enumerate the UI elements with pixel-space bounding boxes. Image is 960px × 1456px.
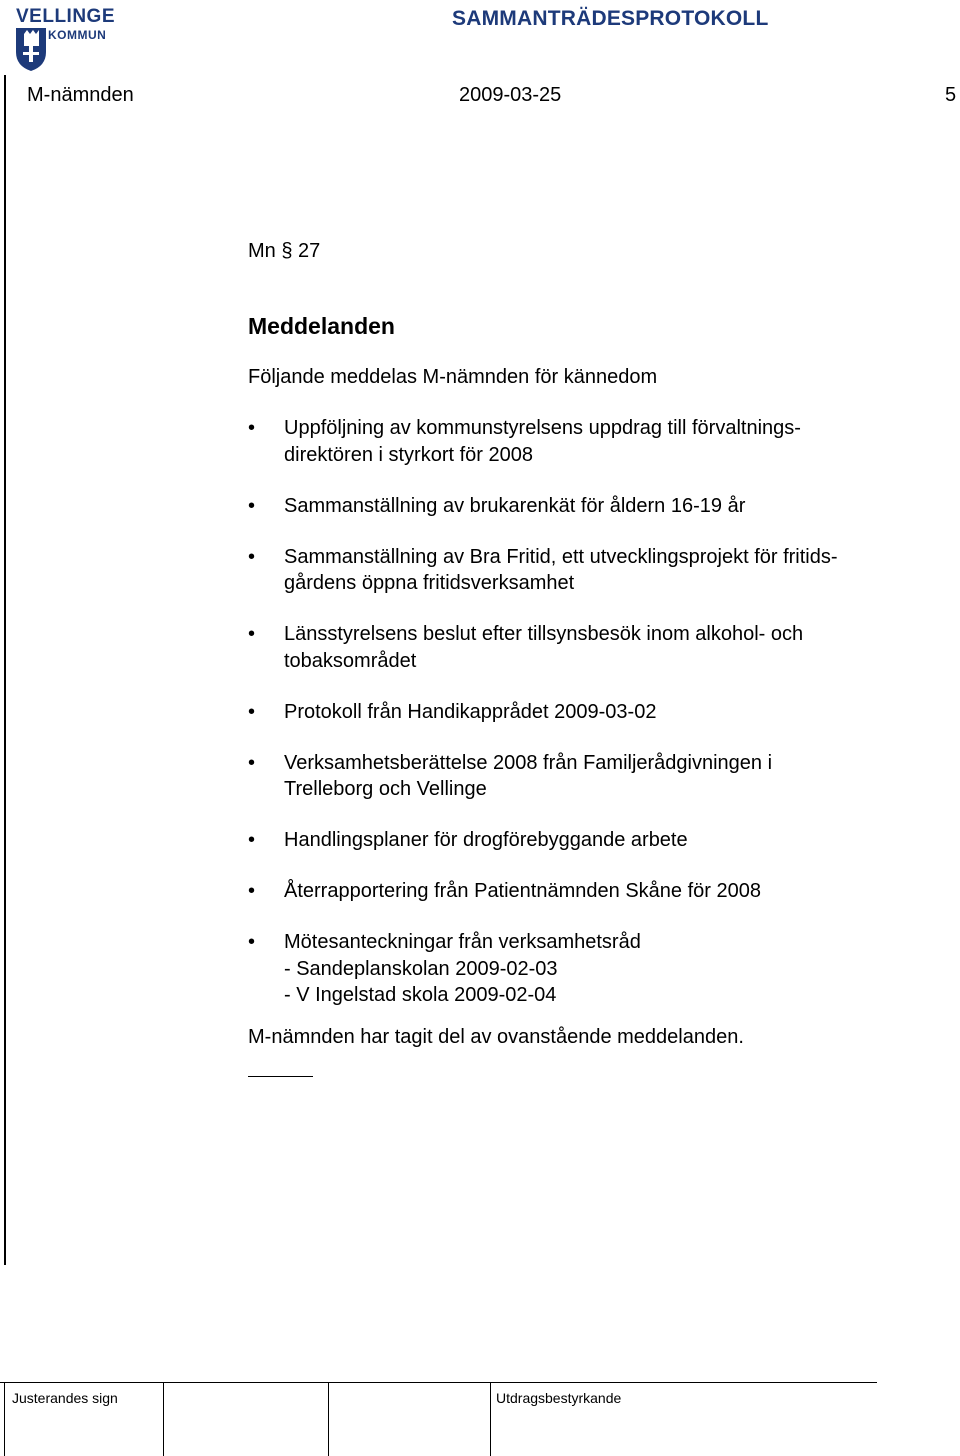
message-item-text: direktören i styrkort för 2008 — [284, 443, 533, 466]
message-item-text: • Handlingsplaner för drogförebyggande arbete — [284, 829, 688, 851]
message-list — [248, 415, 928, 1033]
message-item-text: - Sandeplanskolan 2009-02-03 — [284, 957, 558, 980]
logo-subtitle: KOMMUN — [48, 28, 107, 42]
message-item-text: • Uppföljning av kommunstyrelsens uppdrag till förvaltnings- — [284, 417, 801, 439]
message-list-item — [248, 621, 928, 674]
message-list-item — [248, 750, 928, 803]
message-item-text: gårdens öppna fritidsverksamhet — [284, 572, 575, 594]
message-list-item — [248, 929, 928, 1009]
message-list-item — [248, 827, 928, 854]
footer-top-rule — [0, 1382, 877, 1383]
meeting-date: 2009-03-25 — [459, 84, 562, 106]
footer-cell-border — [328, 1382, 329, 1456]
message-item-text: Trelleborg och Vellinge — [284, 778, 487, 800]
section-end-rule — [248, 1076, 313, 1077]
message-item-text: • Mötesanteckningar från verksamhetsråd — [284, 931, 641, 953]
document-type-heading: SAMMANTRÄDESPROTOKOLL — [452, 7, 769, 30]
message-item-text: • Protokoll från Handikapprådet 2009-03-02 — [284, 700, 657, 723]
section-reference: Mn § 27 — [248, 240, 321, 262]
section-title: Meddelanden — [248, 313, 395, 339]
message-item-text: • Länsstyrelsens beslut efter tillsynsbesök inom alkohol- och — [284, 623, 804, 645]
footer-sign-label: Justerandes sign — [12, 1390, 118, 1406]
message-item-text: • Återrapportering från Patientnämnden Skåne för 2008 — [284, 880, 761, 902]
message-list-item — [248, 415, 928, 468]
committee-name: M-nämnden — [27, 84, 134, 106]
municipal-shield-icon — [14, 26, 48, 72]
message-item-text: • Verksamhetsberättelse 2008 från Familjerådgivningen i — [284, 751, 773, 774]
footer-extract-label: Utdragsbestyrkande — [496, 1390, 622, 1406]
message-list-item — [248, 544, 928, 597]
footer-cell-border — [4, 1382, 5, 1456]
vellinge-kommun-logo — [14, 6, 126, 72]
logo-wordmark: VELLINGE — [16, 6, 116, 27]
footer-cell-border — [490, 1382, 491, 1456]
message-item-text: tobaksområdet — [284, 649, 417, 672]
message-list-item — [248, 699, 928, 726]
footer-cell-border — [163, 1382, 164, 1456]
message-item-text: - V Ingelstad skola 2009-02-04 — [284, 984, 557, 1006]
message-item-text: • Sammanställning av Bra Fritid, ett utvecklingsprojekt för fritids- — [284, 545, 838, 568]
page-number: 5 — [945, 84, 957, 106]
conclusion-text: M-nämnden har tagit del av ovanstående meddelanden. — [248, 1026, 744, 1048]
intro-text: Följande meddelas M-nämnden för kännedom — [248, 366, 658, 388]
left-margin-rule — [4, 75, 6, 1265]
message-item-text: • Sammanställning av brukarenkät för åldern 16-19 år — [284, 494, 746, 517]
message-list-item — [248, 493, 928, 520]
message-list-item — [248, 878, 928, 905]
